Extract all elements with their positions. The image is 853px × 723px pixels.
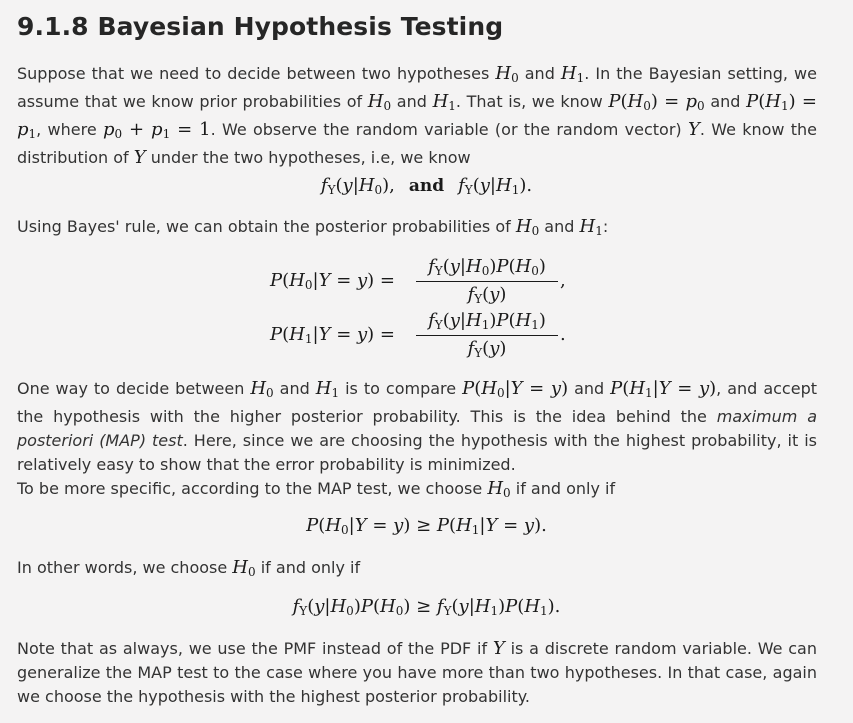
- text: and: [408, 176, 445, 196]
- text: , where: [36, 120, 97, 139]
- note-paragraph: Note that as always, we use the PMF instead of the PDF if Y is a discrete random variable. We can generalize the MAP test to the case where you have more than two hypotheses. In that case, again we choose the hypothesis with the highest posterior probability.: [17, 638, 817, 706]
- text: . We observe the random variable (or the random vector): [210, 120, 682, 139]
- map-term: maximum a posteriori (MAP) test: [17, 407, 817, 450]
- text: Suppose that we need to decide between two hypotheses: [17, 64, 490, 83]
- text: under the two hypotheses, i.e, we know: [150, 148, 471, 167]
- text: To be more specific, according to the MAP test, we choose: [17, 479, 483, 498]
- text: . That is, we know: [455, 92, 603, 111]
- text: is to compare: [345, 379, 457, 398]
- display-equation-likelihood-rule: $f_Y(y|H_0)P(H_0) \ge f_Y(y|H_1)P(H_1)$.: [292, 596, 561, 618]
- text: . In the Bayesian setting, we assume that we know prior probabilities of: [17, 64, 817, 111]
- text: . Here, since we are choosing the hypothesis with the highest probability, it is relatively easy to show that the error probability is minimized.: [17, 431, 818, 474]
- text: In other words, we choose: [17, 558, 228, 577]
- text: , and accept the hypothesis with the higher posterior probability. This is the idea behind the: [17, 379, 817, 426]
- intro-paragraph: Suppose that we need to decide between two hypotheses $H_0$ and $H_1$. In the Bayesian setting, we assume that we know prior probabilities of $H_0$ and $H_1$. That is, we know $P(H_0) = p_0$ and $P(H_1) = p_1$, where $p_0 + p_1 = 1$. We observe the random variable (or the random vector) Y. We know the distribution of Y under the two hypotheses, i.e, we know: [17, 63, 818, 168]
- text: :: [602, 217, 609, 236]
- text: Note that as always, we use the PMF instead of the PDF if: [17, 639, 488, 658]
- other-words-paragraph: In other words, we choose $H_0$ if and only if: [17, 557, 361, 579]
- section-heading: 9.1.8 Bayesian Hypothesis Testing: [17, 12, 504, 41]
- text: and: [524, 64, 555, 83]
- text: and: [710, 92, 741, 111]
- text: and: [544, 217, 575, 236]
- text: is a discrete random variable. We can generalize the MAP test to the case where you have more than two hypotheses. In that case, again we choose the hypothesis with the highest posterior probability.: [17, 639, 817, 706]
- text: Using Bayes' rule, we can obtain the posterior probabilities of: [17, 217, 511, 236]
- display-equation-likelihoods: $f_Y(y|H_0)$, and $f_Y(y|H_1)$.: [320, 175, 533, 197]
- page: 9.1.8 Bayesian Hypothesis Testing Suppose that we need to decide between two hypotheses $H_0$ and $H_1$. In the Bayesian setting, we assume that we know prior probabilities of $H_0$ and $H_1$. That is, we know $P(H_0) = p_0$ and $P(H_1) = p_1$, where $p_0 + p_1 = 1$. We observe the random variable (or the random vector) Y. We know the distribution of Y under the two hypotheses, i.e, we know $f_Y(y|H_0)$, and $f_Y(y|H_1)$. Using Bayes' rule, we can obtain the posterior probabilities of $H_0$ and $H_1$: $P(H_0|Y = y)$ = $f_Y(y|H_0)P(H_0)$ $f_Y(y)$ , $P(H_1|Y = y)$ = $f_Y(y|H_1)P(H_1)$ $f_Y(y)$ . One way to decide between $H_0$ and $H_1$ is to compare $P(H_0|Y = y)$ and $P(H_1|Y = y)$, and accept the hypothesis with the higher posterior probability. This is the idea behind the maximum a posteriori (MAP) test. Here, since we are choosing the hypothesis with the highest probability, it is relatively easy to show that the error probability is minimized. To be more specific, according to the MAP test, we choose $H_0$ if and only if $P(H_0|Y = y) \ge P(H_1|Y = y)$. In other words, we choose $H_0$ if and only if $f_Y(y|H_0)P(H_0) \ge f_Y(y|H_1)P(H_1)$. Note that as always, we use the PMF instead of the PDF if Y is a discrete random variable. We can generalize the MAP test to the case where you have more than two hypotheses. In that case, again we choose the hypothesis with the highest posterior probability.: [0, 0, 853, 723]
- text: if and only if: [260, 558, 361, 577]
- text: and: [574, 379, 605, 398]
- map-paragraph: One way to decide between $H_0$ and $H_1$ is to compare $P(H_0|Y = y)$ and $P(H_1|Y = y)$, and accept the hypothesis with the higher posterior probability. This is the idea behind the maximum a posteriori (MAP) test. Here, since we are choosing the hypothesis with the highest probability, it is relatively easy to show that the error probability is minimized. To be more specific, according to the MAP test, we choose $H_0$ if and only if: [17, 378, 818, 500]
- text: if and only if: [515, 479, 616, 498]
- text: . We know the distribution of: [17, 120, 818, 167]
- text: and: [396, 92, 427, 111]
- display-equation-map-rule: $P(H_0|Y = y) \ge P(H_1|Y = y)$.: [306, 515, 547, 537]
- text: One way to decide between: [17, 379, 245, 398]
- bayes-paragraph: Using Bayes' rule, we can obtain the posterior probabilities of $H_0$ and $H_1$:: [17, 216, 609, 238]
- text: and: [279, 379, 310, 398]
